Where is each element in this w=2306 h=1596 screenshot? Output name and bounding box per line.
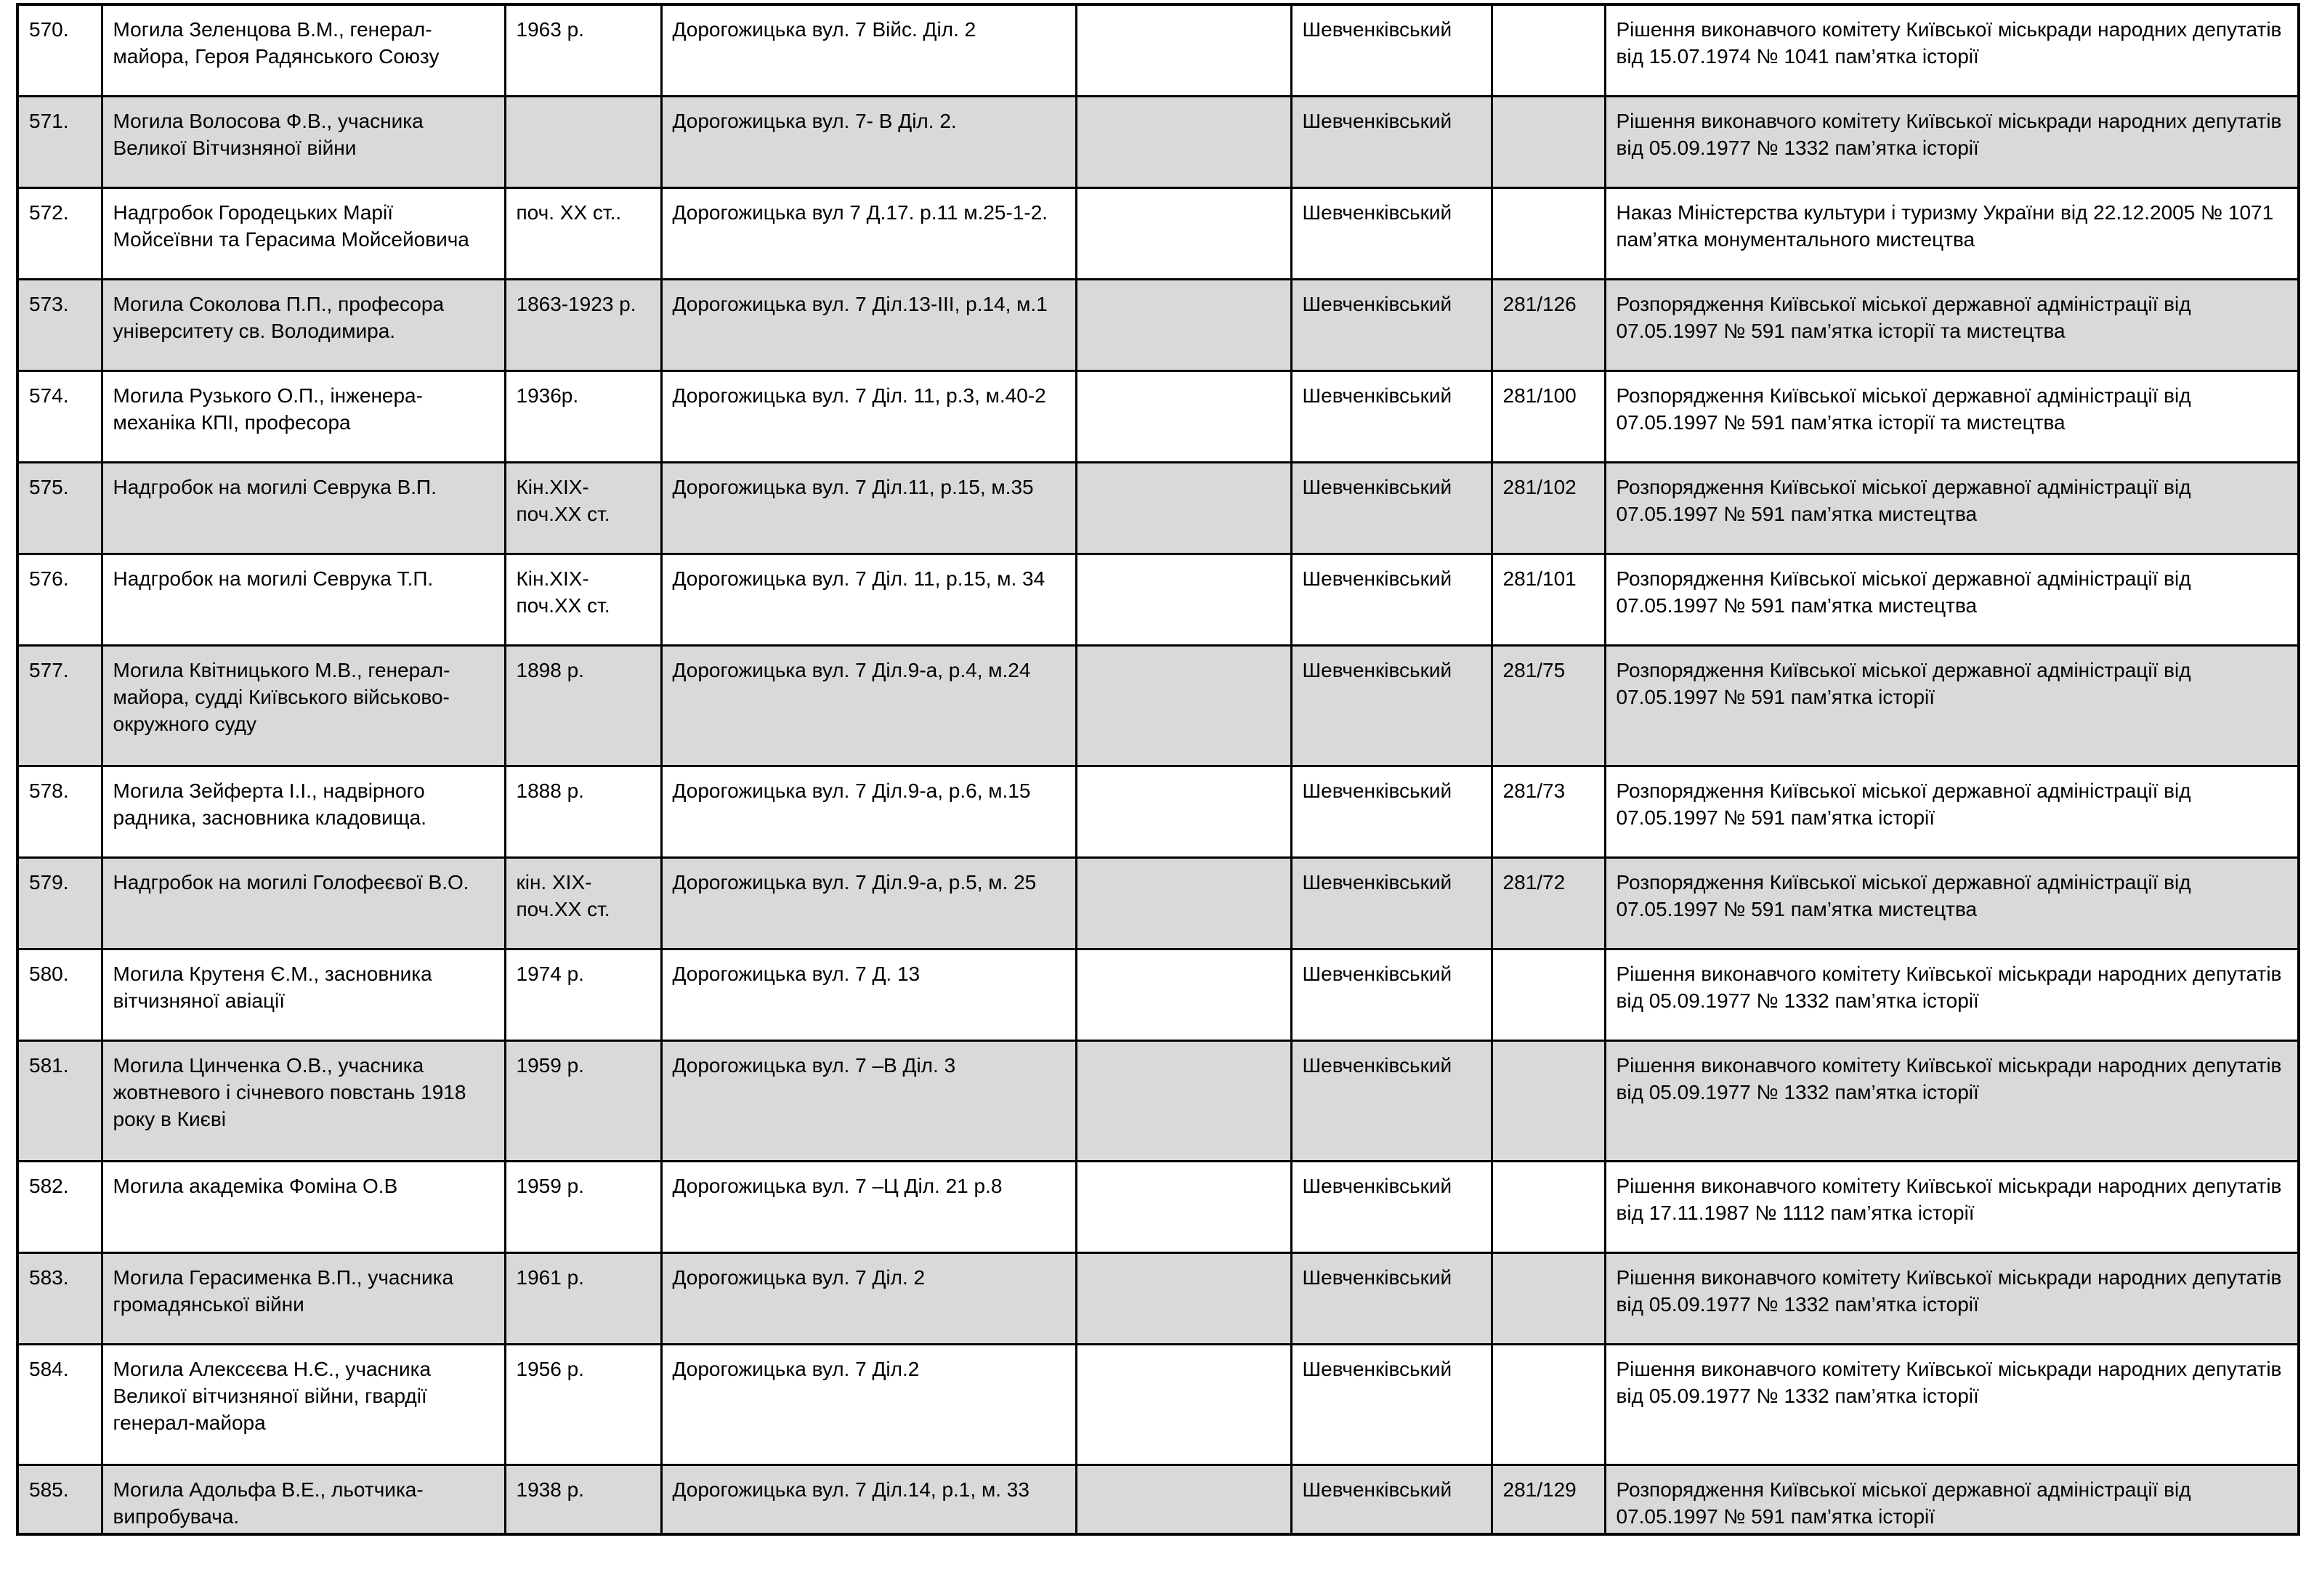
protection-code — [1492, 1345, 1605, 1465]
protection-code — [1492, 4, 1605, 97]
monument-date: кін. ХІХ-поч.ХХ ст. — [505, 858, 661, 949]
legal-decision: Рішення виконавчого комітету Київської міськради народних депутатів від 05.09.1977 № 1332 пам’ятка історії — [1605, 949, 2299, 1041]
empty-cell — [1076, 1162, 1291, 1253]
row-number: 572. — [17, 188, 102, 280]
row-number: 580. — [17, 949, 102, 1041]
legal-decision: Рішення виконавчого комітету Київської міськради народних депутатів від 05.09.1977 № 1332 пам’ятка історії — [1605, 1041, 2299, 1162]
monument-address: Дорогожицька вул. 7 Діл. 2 — [661, 1253, 1076, 1345]
row-number: 574. — [17, 371, 102, 463]
legal-decision: Рішення виконавчого комітету Київської міськради народних депутатів від 15.07.1974 № 1041 пам’ятка історії — [1605, 4, 2299, 97]
district: Шевченківський — [1291, 1162, 1492, 1253]
monument-name: Могила академіка Фоміна О.В — [102, 1162, 505, 1253]
legal-decision: Розпорядження Київської міської державної адміністрації від 07.05.1997 № 591 пам’ятка історії — [1605, 1465, 2299, 1535]
monument-date: 1898 р. — [505, 646, 661, 766]
table-row — [17, 463, 2299, 554]
row-number: 575. — [17, 463, 102, 554]
district: Шевченківський — [1291, 1345, 1492, 1465]
row-number: 581. — [17, 1041, 102, 1162]
monument-address: Дорогожицька вул. 7- В Діл. 2. — [661, 97, 1076, 188]
legal-decision: Розпорядження Київської міської державної адміністрації від 07.05.1997 № 591 пам’ятка історії — [1605, 766, 2299, 858]
district: Шевченківський — [1291, 1465, 1492, 1535]
monument-address: Дорогожицька вул. 7 Діл.2 — [661, 1345, 1076, 1465]
monument-address: Дорогожицька вул. 7 –Ц Діл. 21 р.8 — [661, 1162, 1076, 1253]
district: Шевченківський — [1291, 1041, 1492, 1162]
row-number: 571. — [17, 97, 102, 188]
protection-code: 281/72 — [1492, 858, 1605, 949]
table-row — [17, 188, 2299, 280]
empty-cell — [1076, 1041, 1291, 1162]
protection-code — [1492, 188, 1605, 280]
legal-decision: Наказ Міністерства культури і туризму України від 22.12.2005 № 1071 пам’ятка монументального мистецтва — [1605, 188, 2299, 280]
monument-date: 1961 р. — [505, 1253, 661, 1345]
district: Шевченківський — [1291, 97, 1492, 188]
legal-decision: Рішення виконавчого комітету Київської міськради народних депутатів від 05.09.1977 № 1332 пам’ятка історії — [1605, 97, 2299, 188]
legal-decision: Розпорядження Київської міської державної адміністрації від 07.05.1997 № 591 пам’ятка мистецтва — [1605, 554, 2299, 646]
empty-cell — [1076, 766, 1291, 858]
monument-address: Дорогожицька вул. 7 Діл. 11, р.3, м.40-2 — [661, 371, 1076, 463]
protection-code: 281/73 — [1492, 766, 1605, 858]
monument-name: Могила Квітницького М.В., генерал-майора, судді Київського військово-окружного суду — [102, 646, 505, 766]
empty-cell — [1076, 4, 1291, 97]
monument-name: Могила Волосова Ф.В., учасника Великої Вітчизняної війни — [102, 97, 505, 188]
table-row — [17, 858, 2299, 949]
table-row — [17, 1465, 2299, 1535]
monument-name: Надгробок Городецьких Марії Мойсеївни та Герасима Мойсейовича — [102, 188, 505, 280]
monument-name: Могила Адольфа В.Е., льотчика-випробувача. — [102, 1465, 505, 1535]
table-row — [17, 371, 2299, 463]
empty-cell — [1076, 463, 1291, 554]
empty-cell — [1076, 646, 1291, 766]
district: Шевченківський — [1291, 4, 1492, 97]
empty-cell — [1076, 371, 1291, 463]
row-number: 573. — [17, 280, 102, 371]
table-row — [17, 1041, 2299, 1162]
district: Шевченківський — [1291, 646, 1492, 766]
monument-name: Могила Крутеня Є.М., засновника вітчизняної авіації — [102, 949, 505, 1041]
empty-cell — [1076, 280, 1291, 371]
monument-address: Дорогожицька вул. 7 Діл.11, р.15, м.35 — [661, 463, 1076, 554]
row-number: 577. — [17, 646, 102, 766]
legal-decision: Рішення виконавчого комітету Київської міськради народних депутатів від 17.11.1987 № 1112 пам’ятка історії — [1605, 1162, 2299, 1253]
protection-code — [1492, 949, 1605, 1041]
row-number: 578. — [17, 766, 102, 858]
legal-decision: Рішення виконавчого комітету Київської міськради народних депутатів від 05.09.1977 № 1332 пам’ятка історії — [1605, 1253, 2299, 1345]
empty-cell — [1076, 1345, 1291, 1465]
monument-address: Дорогожицька вул. 7 Діл.9-а, р.6, м.15 — [661, 766, 1076, 858]
monument-address: Дорогожицька вул. 7 Діл.14, р.1, м. 33 — [661, 1465, 1076, 1535]
monument-address: Дорогожицька вул. 7 –В Діл. 3 — [661, 1041, 1076, 1162]
monument-date: 1963 р. — [505, 4, 661, 97]
empty-cell — [1076, 188, 1291, 280]
table-row — [17, 1345, 2299, 1465]
protection-code: 281/126 — [1492, 280, 1605, 371]
empty-cell — [1076, 1465, 1291, 1535]
monument-date: Кін.ХІХ-поч.ХХ ст. — [505, 463, 661, 554]
monument-address: Дорогожицька вул. 7 Діл.13-ІІІ, р.14, м.1 — [661, 280, 1076, 371]
empty-cell — [1076, 554, 1291, 646]
district: Шевченківський — [1291, 554, 1492, 646]
table-row — [17, 4, 2299, 97]
protection-code — [1492, 1253, 1605, 1345]
legal-decision: Розпорядження Київської міської державної адміністрації від 07.05.1997 № 591 пам’ятка мистецтва — [1605, 463, 2299, 554]
monument-date: 1936р. — [505, 371, 661, 463]
legal-decision: Розпорядження Київської міської державної адміністрації від 07.05.1997 № 591 пам’ятка історії — [1605, 646, 2299, 766]
district: Шевченківський — [1291, 858, 1492, 949]
monument-date: поч. ХХ ст.. — [505, 188, 661, 280]
empty-cell — [1076, 858, 1291, 949]
monument-date: 1959 р. — [505, 1162, 661, 1253]
table-row — [17, 554, 2299, 646]
table-row — [17, 97, 2299, 188]
monument-date: 1863-1923 р. — [505, 280, 661, 371]
table-row — [17, 766, 2299, 858]
row-number: 576. — [17, 554, 102, 646]
row-number: 585. — [17, 1465, 102, 1535]
row-number: 582. — [17, 1162, 102, 1253]
protection-code: 281/100 — [1492, 371, 1605, 463]
protection-code: 281/102 — [1492, 463, 1605, 554]
monument-address: Дорогожицька вул. 7 Діл.9-а, р.4, м.24 — [661, 646, 1076, 766]
district: Шевченківський — [1291, 949, 1492, 1041]
empty-cell — [1076, 97, 1291, 188]
monument-name: Могила Соколова П.П., професора університету св. Володимира. — [102, 280, 505, 371]
monument-address: Дорогожицька вул. 7 Д. 13 — [661, 949, 1076, 1041]
protection-code: 281/129 — [1492, 1465, 1605, 1535]
monument-name: Могила Зеленцова В.М., генерал-майора, Героя Радянського Союзу — [102, 4, 505, 97]
table-row — [17, 1253, 2299, 1345]
protection-code: 281/101 — [1492, 554, 1605, 646]
monument-date: 1959 р. — [505, 1041, 661, 1162]
table-row — [17, 646, 2299, 766]
monument-date: Кін.ХІХ-поч.ХХ ст. — [505, 554, 661, 646]
district: Шевченківський — [1291, 280, 1492, 371]
monument-name: Надгробок на могилі Голофеєвої В.О. — [102, 858, 505, 949]
monument-date: 1956 р. — [505, 1345, 661, 1465]
monument-address: Дорогожицька вул 7 Д.17. р.11 м.25-1-2. — [661, 188, 1076, 280]
table-row — [17, 1162, 2299, 1253]
empty-cell — [1076, 1253, 1291, 1345]
monument-address: Дорогожицька вул. 7 Війс. Діл. 2 — [661, 4, 1076, 97]
district: Шевченківський — [1291, 1253, 1492, 1345]
monument-name: Могила Рузького О.П., інженера-механіка КПІ, професора — [102, 371, 505, 463]
row-number: 583. — [17, 1253, 102, 1345]
monument-name: Могила Цинченка О.В., учасника жовтневого і січневого повстань 1918 року в Києві — [102, 1041, 505, 1162]
monuments-table — [16, 3, 2300, 1536]
district: Шевченківський — [1291, 766, 1492, 858]
monument-date: 1974 р. — [505, 949, 661, 1041]
protection-code — [1492, 1162, 1605, 1253]
legal-decision: Розпорядження Київської міської державної адміністрації від 07.05.1997 № 591 пам’ятка мистецтва — [1605, 858, 2299, 949]
legal-decision: Рішення виконавчого комітету Київської міськради народних депутатів від 05.09.1977 № 1332 пам’ятка історії — [1605, 1345, 2299, 1465]
district: Шевченківський — [1291, 463, 1492, 554]
monument-date: 1938 р. — [505, 1465, 661, 1535]
monument-date — [505, 97, 661, 188]
row-number: 579. — [17, 858, 102, 949]
protection-code — [1492, 97, 1605, 188]
monument-name: Могила Алексєєва Н.Є., учасника Великої вітчизняної війни, гвардії генерал-майора — [102, 1345, 505, 1465]
monument-address: Дорогожицька вул. 7 Діл.9-а, р.5, м. 25 — [661, 858, 1076, 949]
monument-address: Дорогожицька вул. 7 Діл. 11, р.15, м. 34 — [661, 554, 1076, 646]
row-number: 570. — [17, 4, 102, 97]
row-number: 584. — [17, 1345, 102, 1465]
district: Шевченківський — [1291, 371, 1492, 463]
protection-code: 281/75 — [1492, 646, 1605, 766]
empty-cell — [1076, 949, 1291, 1041]
table-row — [17, 949, 2299, 1041]
monument-name: Могила Зейферта І.І., надвірного радника, засновника кладовища. — [102, 766, 505, 858]
district: Шевченківський — [1291, 188, 1492, 280]
monument-date: 1888 р. — [505, 766, 661, 858]
legal-decision: Розпорядження Київської міської державної адміністрації від 07.05.1997 № 591 пам’ятка історії та мистецтва — [1605, 280, 2299, 371]
legal-decision: Розпорядження Київської міської державної адміністрації від 07.05.1997 № 591 пам’ятка історії та мистецтва — [1605, 371, 2299, 463]
protection-code — [1492, 1041, 1605, 1162]
monument-name: Могила Герасименка В.П., учасника громадянської війни — [102, 1253, 505, 1345]
table-row — [17, 280, 2299, 371]
monument-name: Надгробок на могилі Севрука В.П. — [102, 463, 505, 554]
monument-name: Надгробок на могилі Севрука Т.П. — [102, 554, 505, 646]
